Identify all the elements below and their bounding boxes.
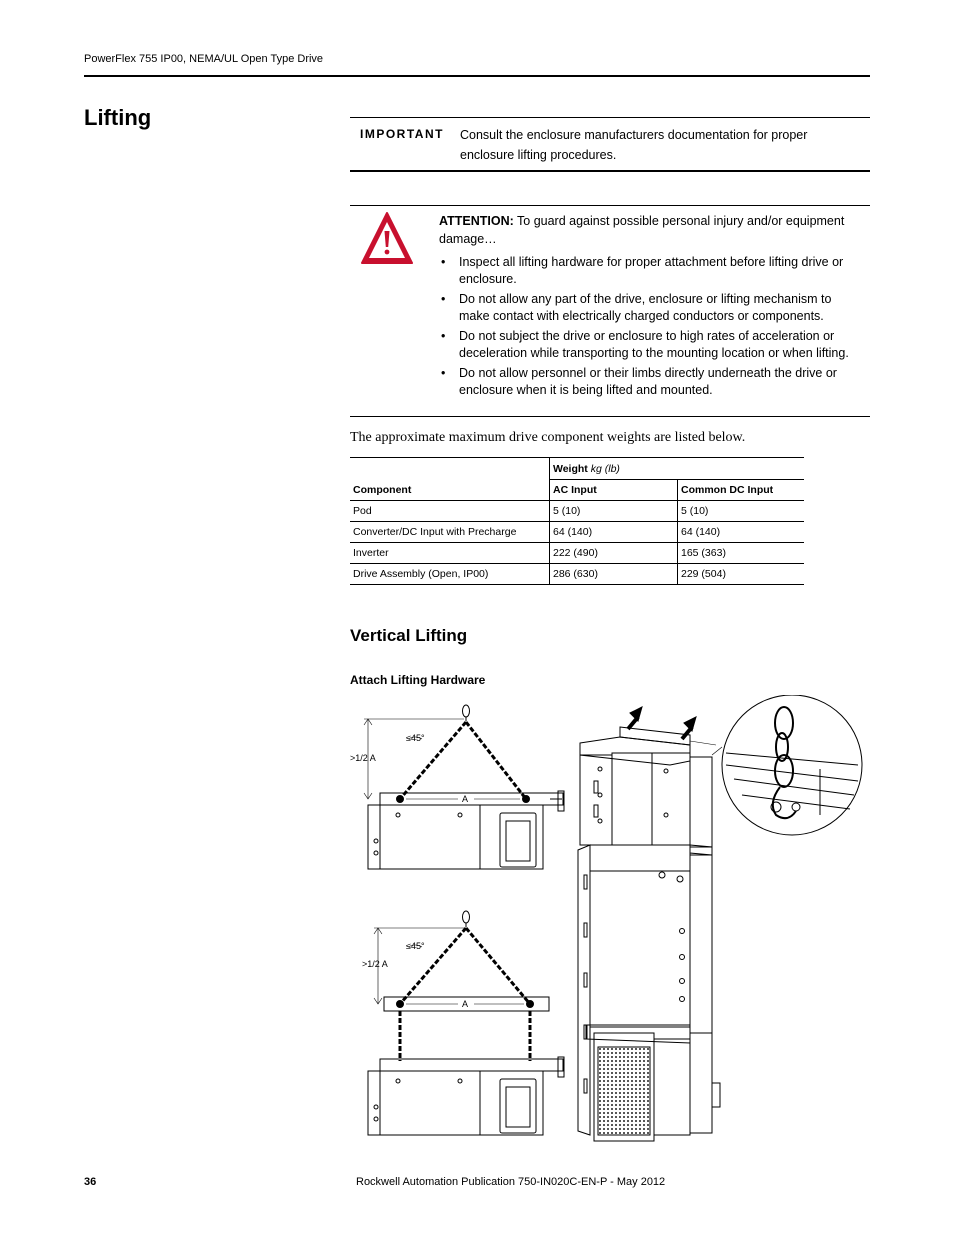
attention-item bbox=[439, 291, 859, 325]
attention-top-rule bbox=[350, 205, 870, 206]
angle-label-upper: ≤45° bbox=[406, 733, 425, 743]
table-header-component-cell bbox=[350, 458, 550, 501]
cell-component: Converter/DC Input with Precharge bbox=[353, 526, 517, 538]
height-label-lower: >1/2 A bbox=[362, 959, 388, 969]
drive-assembly-drawing bbox=[578, 707, 722, 1141]
shackle-detail-circle bbox=[722, 695, 862, 835]
section-title: Lifting bbox=[84, 105, 152, 130]
table-row bbox=[350, 543, 804, 564]
table-row bbox=[350, 522, 804, 543]
attention-bottom-rule bbox=[350, 416, 870, 417]
weight-header-label: Weight bbox=[553, 462, 588, 475]
cell-ac: 286 (630) bbox=[550, 564, 678, 585]
cell-ac: 5 (10) bbox=[550, 501, 678, 522]
attention-item bbox=[439, 328, 859, 362]
column-header-ac: AC Input bbox=[550, 480, 678, 501]
span-label-lower: A bbox=[462, 999, 469, 1009]
cell-dc: 165 (363) bbox=[678, 543, 805, 564]
cell-component: Pod bbox=[353, 505, 372, 517]
important-top-rule bbox=[350, 117, 870, 118]
subsubsection-title: Attach Lifting Hardware bbox=[350, 673, 486, 687]
important-text: Consult the enclosure manufacturers documentation for proper enclosure lifting procedures. bbox=[460, 128, 808, 162]
attention-lead bbox=[439, 212, 859, 248]
weight-header-unit: kg (lb) bbox=[590, 462, 620, 475]
attention-item bbox=[439, 365, 859, 399]
weights-table bbox=[350, 457, 804, 585]
lower-lift-sketch bbox=[368, 911, 564, 1135]
cell-dc: 5 (10) bbox=[678, 501, 805, 522]
header-rule bbox=[84, 75, 870, 77]
cell-component: Inverter bbox=[353, 547, 389, 559]
bullet: • bbox=[441, 366, 446, 380]
important-bottom-rule bbox=[350, 170, 870, 172]
attention-label: ATTENTION: bbox=[439, 214, 514, 228]
span-label-upper: A bbox=[462, 794, 469, 804]
cell-component: Drive Assembly (Open, IP00) bbox=[353, 568, 489, 580]
running-header: PowerFlex 755 IP00, NEMA/UL Open Type Drive bbox=[84, 53, 324, 65]
intro-text: The approximate maximum drive component weights are listed below. bbox=[350, 430, 746, 445]
page-number: 36 bbox=[84, 1176, 97, 1188]
bullet: • bbox=[441, 329, 446, 343]
lifting-figure bbox=[350, 695, 870, 1145]
attention-item bbox=[439, 254, 859, 288]
important-label: IMPORTANT bbox=[360, 127, 444, 141]
attention-list bbox=[439, 254, 859, 399]
cell-dc: 64 (140) bbox=[678, 522, 805, 543]
attention-item-text: Do not allow personnel or their limbs directly underneath the drive or enclosure when it is being lifted and mounted. bbox=[459, 366, 837, 397]
table-header-row bbox=[350, 458, 804, 480]
attention-lead-text: To guard against possible personal injury and/or equipment damage… bbox=[439, 214, 845, 246]
column-header-dc: Common DC Input bbox=[678, 480, 805, 501]
attention-body bbox=[439, 212, 859, 402]
cell-ac: 64 (140) bbox=[550, 522, 678, 543]
cell-ac: 222 (490) bbox=[550, 543, 678, 564]
warning-triangle-icon bbox=[359, 209, 415, 272]
column-header-component: Component bbox=[353, 484, 412, 496]
upper-lift-sketch bbox=[364, 705, 564, 869]
subsection-title: Vertical Lifting bbox=[350, 626, 468, 645]
cell-dc: 229 (504) bbox=[678, 564, 805, 585]
table-row bbox=[350, 564, 804, 585]
bullet: • bbox=[441, 255, 446, 269]
attention-item-text: Do not subject the drive or enclosure to high rates of acceleration or deceleration while transporting to the mounting location or when lifting. bbox=[459, 329, 849, 360]
angle-label-lower: ≤45° bbox=[406, 941, 425, 951]
bullet: • bbox=[441, 292, 446, 306]
table-row bbox=[350, 501, 804, 522]
attention-item-text: Inspect all lifting hardware for proper attachment before lifting drive or enclosure. bbox=[459, 255, 844, 286]
weight-header-cell bbox=[550, 458, 805, 480]
height-label-upper: >1/2 A bbox=[350, 753, 376, 763]
publication-footer: Rockwell Automation Publication 750-IN020C-EN-P - May 2012 bbox=[356, 1176, 666, 1188]
attention-item-text: Do not allow any part of the drive, enclosure or lifting mechanism to make contact with electrically charged conductors or components. bbox=[459, 292, 832, 323]
